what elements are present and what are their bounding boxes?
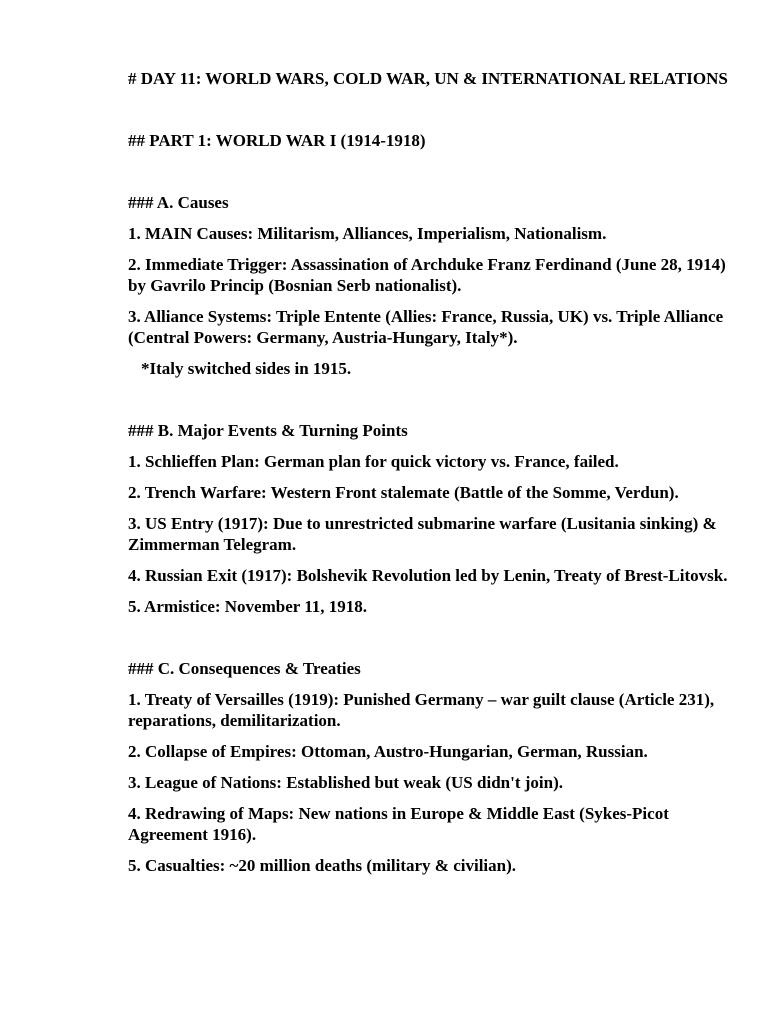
section-consequences (128, 658, 728, 876)
list-item: 1. Treaty of Versailles (1919): Punished Germany – war guilt clause (Article 231), reparations, demilitarization. (128, 690, 715, 730)
list-item: 5. Armistice: November 11, 1918. (128, 597, 368, 616)
list-item: 2. Collapse of Empires: Ottoman, Austro-Hungarian, German, Russian. (128, 742, 648, 761)
list-item: 5. Casualties: ~20 million deaths (military & civilian). (128, 856, 517, 875)
list-item: 4. Russian Exit (1917): Bolshevik Revolution led by Lenin, Treaty of Brest-Litovsk. (128, 566, 728, 585)
section-causes (128, 192, 728, 379)
section-major-events (128, 420, 728, 617)
list-item: 1. Schlieffen Plan: German plan for quick victory vs. France, failed. (128, 452, 619, 471)
footnote: *Italy switched sides in 1915. (141, 359, 352, 378)
list-item: 2. Trench Warfare: Western Front stalemate (Battle of the Somme, Verdun). (128, 483, 679, 502)
list-item: 1. MAIN Causes: Militarism, Alliances, Imperialism, Nationalism. (128, 224, 607, 243)
list-item: 3. Alliance Systems: Triple Entente (Allies: France, Russia, UK) vs. Triple Alliance (Central Powers: Germany, Austria-Hungary, Italy*). (128, 307, 724, 347)
list-item: 3. US Entry (1917): Due to unrestricted submarine warfare (Lusitania sinking) & Zimmerman Telegram. (128, 514, 717, 554)
document-title: # DAY 11: WORLD WARS, COLD WAR, UN & INTERNATIONAL RELATIONS (128, 69, 728, 88)
section-heading: ### C. Consequences & Treaties (128, 659, 361, 678)
part-1-heading: ## PART 1: WORLD WAR I (1914-1918) (128, 131, 426, 150)
section-heading: ### A. Causes (128, 193, 229, 212)
list-item: 2. Immediate Trigger: Assassination of Archduke Franz Ferdinand (June 28, 1914) by Gavrilo Princip (Bosnian Serb nationalist). (128, 255, 726, 295)
list-item: 4. Redrawing of Maps: New nations in Europe & Middle East (Sykes-Picot Agreement 1916). (128, 804, 669, 844)
list-item: 3. League of Nations: Established but weak (US didn't join). (128, 773, 563, 792)
document-page (128, 68, 728, 876)
section-heading: ### B. Major Events & Turning Points (128, 421, 408, 440)
